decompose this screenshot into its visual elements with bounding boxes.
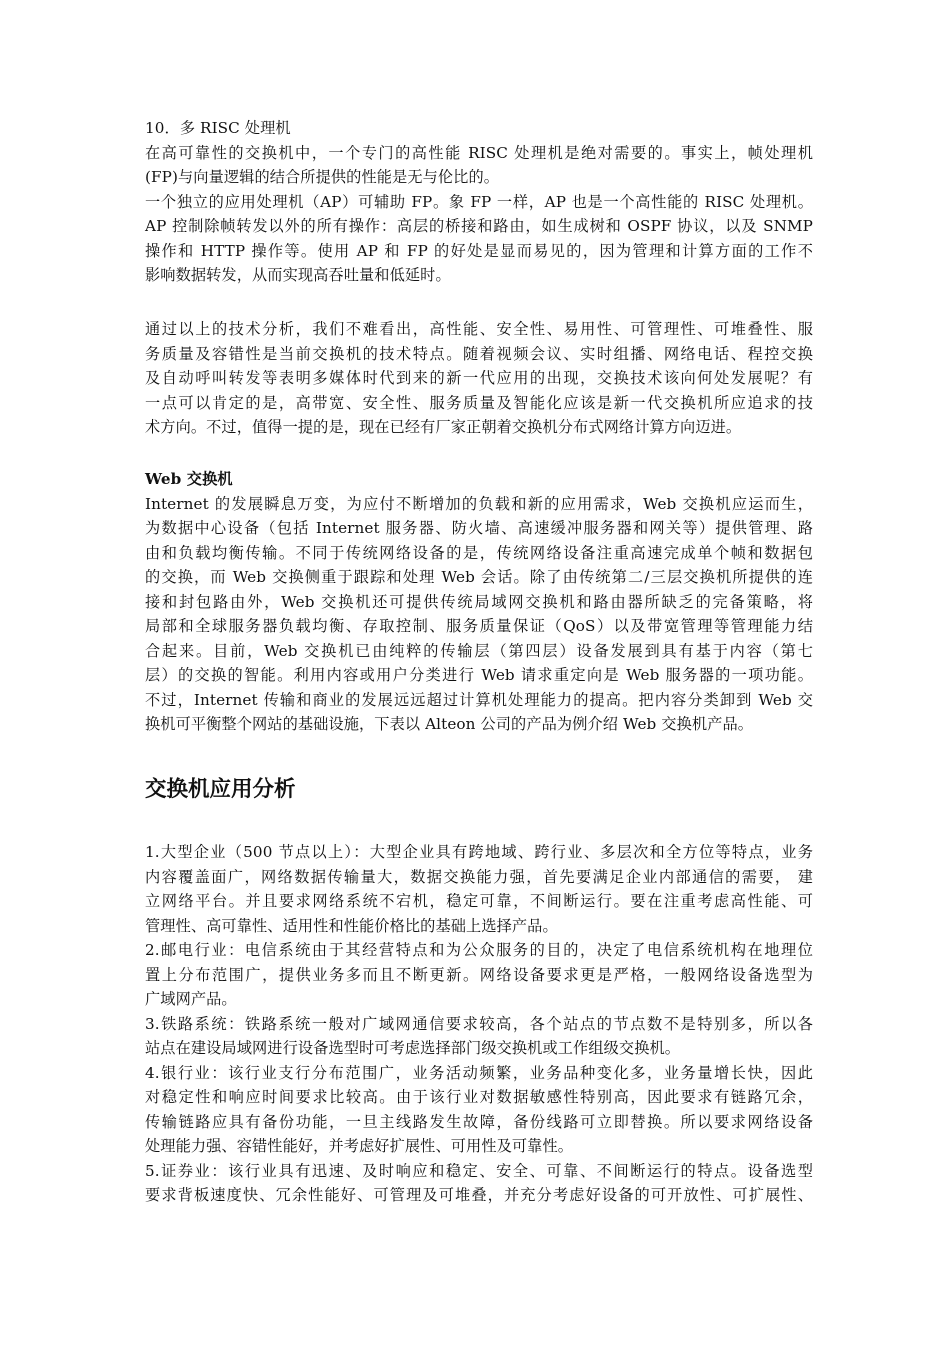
list-item-line: 对稳定性和响应时间要求比较高。由于该行业对数据敏感性特别高，因此要求有链路冗余， [145, 1088, 813, 1106]
paragraph-line: 术方向。不过，值得一提的是，现在已经有厂家正朝着交换机分布式网络计算方向迈进。 [145, 418, 742, 436]
list-item-line: 传输链路应具有备份功能，一旦主线路发生故障，备份线路可立即替换。所以要求网络设备 [145, 1112, 813, 1131]
paragraph-line: 由和负载均衡传输。不同于传统网络设备的是，传统网络设备注重高速完成单个帧和数据包 [145, 543, 813, 562]
list-item-line: 管理性、高可靠性、适用性和性能价格比的基础上选择产品。 [145, 916, 558, 935]
paragraph-line: AP 控制除帧转发以外的所有操作：高层的桥接和路由，如生成树和 OSPF 协议，以及 SNMP [145, 217, 813, 235]
paragraph-line: Internet 的发展瞬息万变，为应付不断增加的负载和新的应用需求，Web 交换机应运而生， [145, 494, 813, 513]
section-application-analysis [145, 840, 813, 1208]
list-item-line: 要求背板速度快、冗余性能好、可管理及可堆叠，并充分考虑好设备的可开放性、可扩展性、 [145, 1186, 813, 1204]
paragraph-line: 一个独立的应用处理机（AP）可辅助 FP。象 FP 一样，AP 也是一个高性能的 RISC 处理机。 [145, 192, 813, 211]
paragraph-line: 务质量及容错性是当前交换机的技术特点。随着视频会议、实时组播、网络电话、程控交换 [145, 344, 813, 363]
list-item-line: 内容覆盖面广，网络数据传输量大，数据交换能力强，首先要满足企业内部通信的需要， 建 [145, 867, 813, 886]
paragraph-line: (FP)与向量逻辑的结合所提供的性能是无与伦比的。 [145, 168, 500, 186]
paragraph-line: 接和封包路由外，Web 交换机还可提供传统局域网交换机和路由器所缺乏的完备策略，将 [145, 592, 813, 611]
paragraph-line: 为数据中心设备（包括 Internet 服务器、防火墙、高速缓冲服务器和网关等）提供管理、路 [145, 519, 813, 537]
list-item-line: 2.邮电行业：电信系统由于其经营特点和为公众服务的目的，决定了电信系统机构在地理位 [145, 941, 813, 959]
paragraph-line: 通过以上的技术分析，我们不难看出，高性能、安全性、易用性、可管理性、可堆叠性、服 [145, 320, 813, 338]
paragraph-line: 局部和全球服务器负载均衡、存取控制、服务质量保证（QoS）以及带宽管理等管理能力结 [145, 617, 813, 635]
section-title-multi-risc: 10．多 RISC 处理机 [145, 119, 291, 137]
paragraph-line: 合起来。目前，Web 交换机已由纯粹的传输层（第四层）设备发展到具有基于内容（第七 [145, 641, 813, 660]
paragraph-line: 一点可以肯定的是，高带宽、安全性、服务质量及智能化应该是新一代交换机所应追求的技 [145, 393, 813, 412]
list-item-line: 立网络平台。并且要求网络系统不宕机，稳定可靠，不间断运行。要在注重考虑高性能、可 [145, 892, 813, 910]
section-summary [145, 317, 813, 440]
paragraph-line: 不过，Internet 传输和商业的发展远远超过计算机处理能力的提高。把内容分类卸到 Web 交 [145, 690, 813, 709]
list-item-line: 站点在建设局域网进行设备选型时可考虑选择部门级交换机或工作组级交换机。 [145, 1039, 681, 1057]
list-item-line: 5.证券业：该行业具有迅速、及时响应和稳定、安全、可靠、不间断运行的特点。设备选型 [145, 1161, 813, 1180]
list-item-line: 处理能力强、容错性能好，并考虑好扩展性、可用性及可靠性。 [145, 1137, 574, 1155]
paragraph-line: 的交换，而 Web 交换侧重于跟踪和处理 Web 会话。除了由传统第二/三层交换机所提供的连 [145, 568, 813, 586]
section-title-web-switch: Web 交换机 [145, 470, 233, 488]
list-item-line: 广域网产品。 [145, 990, 237, 1008]
section-multi-risc [145, 116, 813, 288]
paragraph-line: 在高可靠性的交换机中，一个专门的高性能 RISC 处理机是绝对需要的。事实上，帧处理机 [145, 143, 813, 162]
list-item-line: 3.铁路系统：铁路系统一般对广域网通信要求较高，各个站点的节点数不是特别多，所以各 [145, 1014, 813, 1033]
list-item-line: 置上分布范围广，提供业务多而且不断更新。网络设备要求更是严格，一般网络设备选型为 [145, 965, 813, 984]
paragraph-line: 换机可平衡整个网站的基础设施，下表以 Alteon 公司的产品为例介绍 Web 交换机产品。 [145, 715, 754, 733]
section-heading-application-analysis: 交换机应用分析 [145, 777, 296, 802]
paragraph-line: 影响数据转发，从而实现高吞吐量和低延时。 [145, 266, 451, 284]
paragraph-line: 层）的交换的智能。利用内容或用户分类进行 Web 请求重定向是 Web 服务器的一项功能。 [145, 666, 813, 684]
section-web-switch [145, 467, 813, 737]
paragraph-line: 及自动呼叫转发等表明多媒体时代到来的新一代应用的出现，交换技术该向何处发展呢？有 [145, 369, 813, 387]
list-item-line: 1.大型企业（500 节点以上）：大型企业具有跨地域、跨行业、多层次和全方位等特点，业务 [145, 843, 813, 861]
list-item-line: 4.银行业：该行业支行分布范围广，业务活动频繁，业务品种变化多，业务量增长快，因此 [145, 1063, 813, 1082]
paragraph-line: 操作和 HTTP 操作等。使用 AP 和 FP 的好处是显而易见的，因为管理和计算方面的工作不 [145, 241, 813, 260]
